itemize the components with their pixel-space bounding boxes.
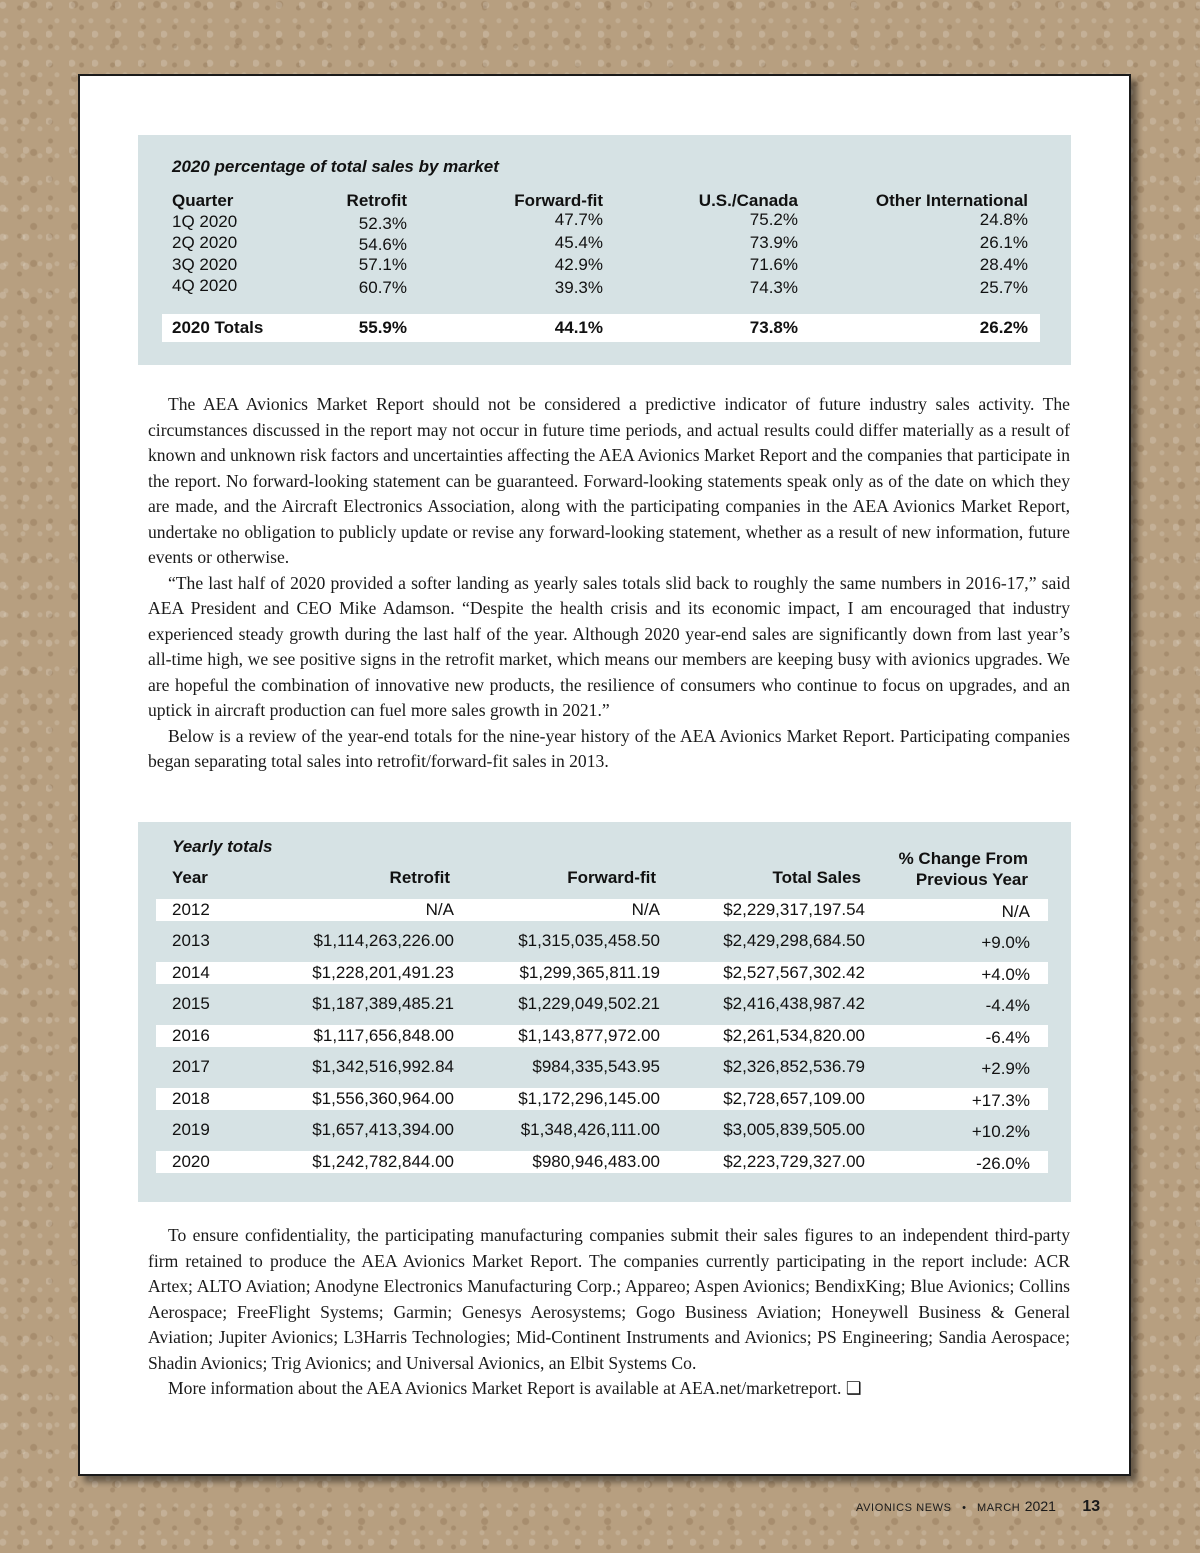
table-row — [172, 276, 1028, 297]
header-year: Year — [172, 868, 208, 887]
cell-year: 2013 — [172, 931, 210, 950]
cell-retrofit: $1,228,201,491.23 — [312, 963, 454, 982]
paragraph: The AEA Avionics Market Report should not be considered a predictive indicator of future industry sales activity. The circumstances discussed in the report may not occur in future time periods, and actual results could differ materially as a result of known and unknown risk factors and uncertainties affecting the AEA Avionics Market Report and the companies that participate in the report. No forward-looking statement can be guaranteed. Forward-looking statements speak only as of the date on which they are made, and the Aircraft Electronics Association, along with the participating companies in the AEA Avionics Market Report, undertake no obligation to publicly update or revise any forward-looking statement, whether as a result of new information, future events or otherwise. — [148, 394, 1070, 567]
table-row — [156, 1056, 1048, 1078]
cell-quarter: 2Q 2020 — [172, 233, 238, 252]
table-row — [156, 899, 1048, 921]
table-row — [156, 1119, 1048, 1141]
cell-total-sales: $2,728,657,109.00 — [723, 1089, 865, 1108]
cell-retrofit: 60.7% — [358, 278, 407, 297]
header-quarter: Quarter — [172, 191, 234, 210]
cell-forward-fit: $1,299,365,811.19 — [519, 963, 660, 982]
cell-year: 2015 — [172, 994, 210, 1013]
cell-forward-fit: 47.7% — [554, 210, 603, 229]
quarterly-table-title: 2020 percentage of total sales by market — [172, 157, 499, 176]
header-retrofit: Retrofit — [346, 191, 407, 210]
table-row — [172, 212, 1028, 233]
table-row — [156, 993, 1048, 1015]
cell-percent-change: N/A — [1001, 902, 1030, 921]
cell-year: 2017 — [172, 1057, 210, 1076]
cell-forward-fit: $1,143,877,972.00 — [518, 1026, 660, 1045]
page-footer — [856, 1498, 1100, 1516]
cell-retrofit: N/A — [425, 900, 454, 919]
cell-percent-change: +4.0% — [981, 965, 1030, 984]
cell-percent-change: +9.0% — [981, 933, 1030, 952]
cell-forward-fit: N/A — [631, 900, 660, 919]
paragraph: More information about the AEA Avionics Market Report is available at AEA.net/marketreport. ❑ — [168, 1378, 862, 1398]
cell-totals-other-international: 26.2% — [979, 318, 1028, 337]
cell-retrofit: 57.1% — [358, 255, 407, 274]
table-row — [172, 255, 1028, 276]
cell-total-sales: $2,527,567,302.42 — [723, 963, 865, 982]
cell-retrofit: $1,657,413,394.00 — [312, 1120, 454, 1139]
table-row — [156, 1088, 1048, 1110]
cell-totals-us-canada: 73.8% — [749, 318, 798, 337]
paragraph: Below is a review of the year-end totals for the nine-year history of the AEA Avionics Market Report. Participating companies began separating total sales into retrofit/forward-fit sales in 2013. — [148, 725, 1070, 771]
cell-percent-change: -4.4% — [985, 996, 1030, 1015]
cell-forward-fit: $1,172,296,145.00 — [518, 1089, 660, 1108]
cell-year: 2019 — [172, 1120, 210, 1139]
cell-total-sales: $2,229,317,197.54 — [723, 900, 865, 919]
footer-month: MARCH — [976, 1502, 1021, 1514]
header-percent-change-line2: Previous Year — [915, 870, 1028, 889]
cell-quarter: 1Q 2020 — [172, 212, 238, 231]
cell-total-sales: $2,416,438,987.42 — [723, 994, 865, 1013]
yearly-table-header — [172, 868, 1028, 889]
cell-us-canada: 71.6% — [749, 255, 798, 274]
cell-us-canada: 74.3% — [749, 278, 798, 297]
cell-total-sales: $2,223,729,327.00 — [723, 1152, 865, 1171]
header-forward-fit: Forward-fit — [514, 191, 603, 210]
cell-year: 2018 — [172, 1089, 210, 1108]
cell-other-international: 24.8% — [979, 210, 1028, 229]
table-row — [172, 233, 1028, 254]
cell-total-sales: $3,005,839,505.00 — [723, 1120, 865, 1139]
cell-other-international: 26.1% — [979, 233, 1028, 252]
table-row — [156, 962, 1048, 984]
cell-retrofit: $1,342,516,992.84 — [312, 1057, 454, 1076]
page-number: 13 — [1082, 1498, 1101, 1515]
footer-publication: AVIONICS NEWS — [856, 1502, 952, 1514]
cell-percent-change: -26.0% — [976, 1154, 1030, 1173]
table-row — [156, 1025, 1048, 1047]
footer-year: 2021 — [1024, 1498, 1056, 1514]
cell-retrofit: $1,556,360,964.00 — [312, 1089, 454, 1108]
table-row — [156, 930, 1048, 952]
cell-other-international: 25.7% — [979, 278, 1028, 297]
cell-forward-fit: $1,315,035,458.50 — [518, 931, 660, 950]
cell-year: 2020 — [172, 1152, 210, 1171]
totals-row — [172, 318, 1028, 339]
cell-retrofit: $1,187,389,485.21 — [312, 994, 454, 1013]
cell-retrofit: 54.6% — [358, 235, 407, 254]
cell-forward-fit: 45.4% — [554, 233, 603, 252]
cell-retrofit: $1,114,263,226.00 — [313, 931, 454, 950]
cell-totals-retrofit: 55.9% — [358, 318, 407, 337]
cell-total-sales: $2,326,852,536.79 — [723, 1057, 865, 1076]
cell-year: 2012 — [172, 900, 210, 919]
cell-forward-fit: $1,348,426,111.00 — [520, 1120, 660, 1139]
cell-retrofit: $1,242,782,844.00 — [312, 1152, 454, 1171]
cell-us-canada: 75.2% — [749, 210, 798, 229]
header-forward-fit: Forward-fit — [567, 868, 656, 887]
cell-percent-change: +17.3% — [971, 1091, 1030, 1110]
cell-percent-change: -6.4% — [985, 1028, 1030, 1047]
cell-total-sales: $2,261,534,820.00 — [723, 1026, 865, 1045]
cell-forward-fit: 42.9% — [554, 255, 603, 274]
cell-year: 2016 — [172, 1026, 210, 1045]
cell-other-international: 28.4% — [979, 255, 1028, 274]
cell-retrofit: $1,117,656,848.00 — [313, 1026, 454, 1045]
cell-percent-change: +2.9% — [981, 1059, 1030, 1078]
cell-total-sales: $2,429,298,684.50 — [723, 931, 865, 950]
cell-us-canada: 73.9% — [749, 233, 798, 252]
yearly-totals-table — [138, 822, 1071, 1202]
cell-percent-change: +10.2% — [971, 1122, 1030, 1141]
header-us-canada: U.S./Canada — [698, 191, 798, 210]
quarterly-sales-table — [138, 135, 1071, 365]
header-percent-change-line1: % Change From — [898, 849, 1028, 868]
cell-forward-fit: $980,946,483.00 — [532, 1152, 660, 1171]
cell-quarter: 4Q 2020 — [172, 276, 238, 295]
cell-forward-fit: $1,229,049,502.21 — [518, 994, 660, 1013]
table-row — [156, 1151, 1048, 1173]
cell-forward-fit: $984,335,543.95 — [532, 1057, 660, 1076]
paragraph: “The last half of 2020 provided a softer landing as yearly sales totals slid back to roughly the same numbers in 2016-17,” said AEA President and CEO Mike Adamson. “Despite the health crisis and its economic impact, I am encouraged that industry experienced steady growth during the last half of the year. Although 2020 year-end sales are significantly down from last year’s all-time high, we see positive signs in the retrofit market, which means our members are keeping busy with avionics upgrades. We are hopeful the combination of innovative new products, the resilience of consumers who continue to focus on upgrades, and an uptick in aircraft production can fuel more sales growth in 2021.” — [148, 572, 1070, 720]
cell-year: 2014 — [172, 963, 210, 982]
cell-retrofit: 52.3% — [358, 214, 407, 233]
yearly-table-title: Yearly totals — [172, 837, 273, 856]
cell-forward-fit: 39.3% — [554, 278, 603, 297]
cell-quarter: 3Q 2020 — [172, 255, 238, 274]
footer-separator: • — [962, 1502, 967, 1514]
quarterly-table-header — [172, 191, 1028, 212]
header-total-sales: Total Sales — [772, 868, 861, 887]
article-text-upper — [148, 392, 1070, 775]
magazine-page — [78, 74, 1131, 1476]
cell-totals-forward-fit: 44.1% — [554, 318, 603, 337]
paragraph: To ensure confidentiality, the participating manufacturing companies submit their sales figures to an independent third-party firm retained to produce the AEA Avionics Market Report. The companies currently participating in the report include: ACR Artex; ALTO Aviation; Anodyne Electronics Manufacturing Corp.; Appareo; Aspen Avionics; BendixKing; Blue Avionics; Collins Aerospace; FreeFlight Systems; Garmin; Genesys Aerosystems; Gogo Business Aviation; Honeywell Business & General Aviation; Jupiter Avionics; L3Harris Technologies; Mid-Continent Instruments and Avionics; PS Engineering; Sandia Aerospace; Shadin Avionics; Trig Avionics; and Universal Avionics, an Elbit Systems Co. — [148, 1225, 1070, 1373]
header-retrofit: Retrofit — [389, 868, 450, 887]
header-other-international: Other International — [875, 191, 1028, 210]
cell-totals-label: 2020 Totals — [172, 318, 264, 337]
article-text-lower — [148, 1223, 1070, 1402]
